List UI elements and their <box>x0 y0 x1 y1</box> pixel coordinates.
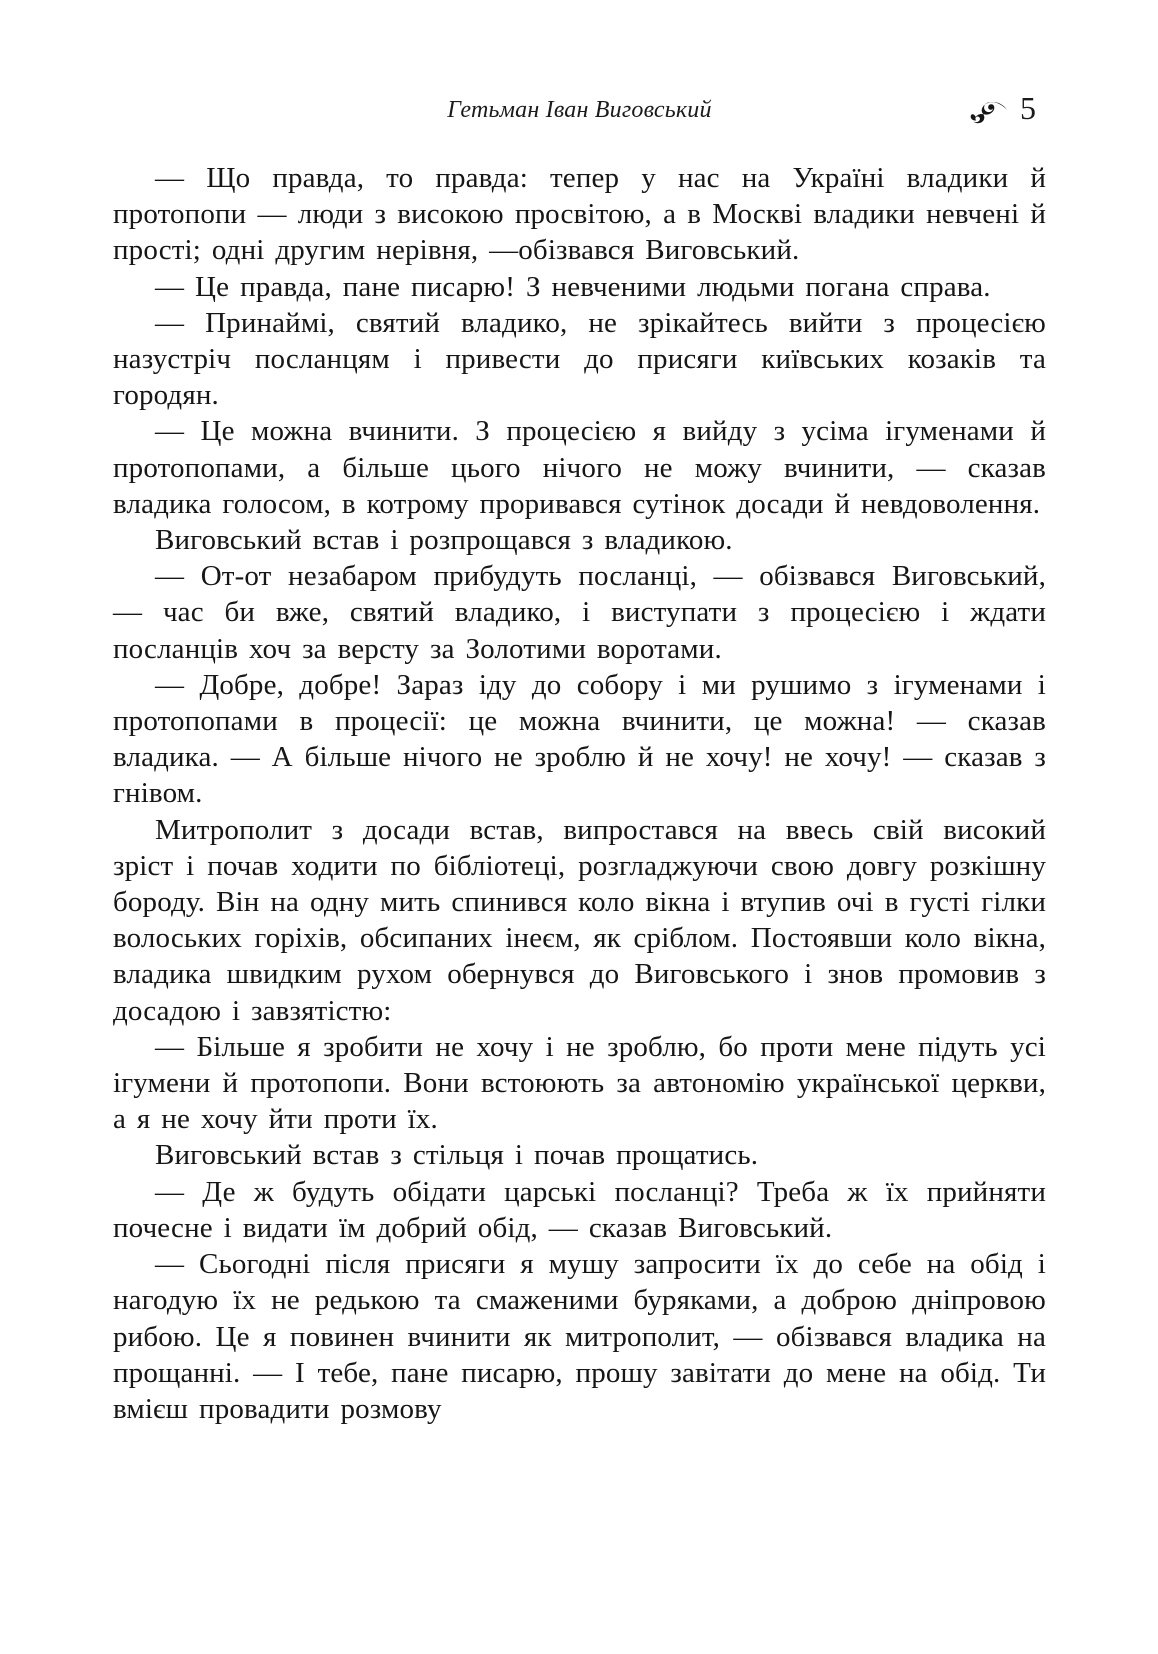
page-header <box>113 90 1046 130</box>
text-block <box>113 160 1046 1427</box>
page-number-group <box>970 90 1036 126</box>
paragraph: — Більше я зробити не хочу і не зроблю, бо проти мене підуть усі ігумени й протопопи. Вони встоюють за автономію української церкви, а я не хочу йти проти їх. <box>113 1030 1046 1136</box>
paragraph: Виговський встав з стільця і почав прощатись. <box>155 1139 759 1172</box>
paragraph: — Де ж будуть обідати царські посланці? Треба ж їх прийняти почесне і видати їм добрий обід, — сказав Виговський. <box>113 1175 1046 1244</box>
paragraph: — Це правда, пане писарю! З невченими людьми погана справа. <box>155 270 991 303</box>
paragraph: — Добре, добре! Зараз іду до собору і ми рушимо з ігуменами і протопопами в процесії: це можна вчинити, це можна! — сказав владика. — А більше нічого не зроблю й не хочу! не хочу! — сказав з гнівом. <box>113 668 1046 810</box>
fleuron-icon <box>970 99 1008 125</box>
paragraph: — Принаймі, святий владико, не зрікайтесь вийти з процесією назустріч посланцям і привести до присяги київських козаків та городян. <box>113 306 1046 412</box>
paragraph: — Це можна вчинити. З процесією я вийду з усіма ігуменами й протопопами, а більше цього нічого не можу вчинити, — сказав владика голосом, в котрому проривався сутінок досади й невдоволення. <box>113 415 1046 520</box>
page-number: 5 <box>1020 90 1036 126</box>
paragraph: Виговський встав і розпрощався з владикою. <box>155 524 733 557</box>
paragraph: — Сьогодні після присяги я мушу запросити їх до себе на обід і нагодую їх не редькою та смаженими буряками, а доброю дніпровою рибою. Це я повинен вчинити як митрополит, — обізвався владика на прощанні. — І тебе, пане писарю, прошу завітати до мене на обід. Ти вмієш провадити розмову <box>113 1248 1046 1425</box>
running-title: Гетьман Іван Виговський <box>447 97 712 123</box>
paragraph: — Що правда, то правда: тепер у нас на Україні владики й протопопи — люди з високою просвітою, а в Москві владики невчені й прості; одні другим нерівня, —обізвався Виговський. <box>113 162 1046 267</box>
paragraph: Митрополит з досади встав, випростався на ввесь свій високий зріст і почав ходити по бібліотеці, розгладжуючи свою довгу розкішну бороду. Він на одну мить спинився коло вікна і втупив очі в густі гілки волоських горіхів, обсипаних інеєм, як сріблом. Постоявши коло вікна, владика швидким рухом обернувся до Виговського і знов промовив з досадою і завзятістю: <box>113 813 1046 1027</box>
paragraph: — От-от незабаром прибудуть посланці, — обізвався Виговський, — час би вже, святий владико, і виступати з процесією і ждати посланців хоч за версту за Золотими воротами. <box>113 560 1046 665</box>
